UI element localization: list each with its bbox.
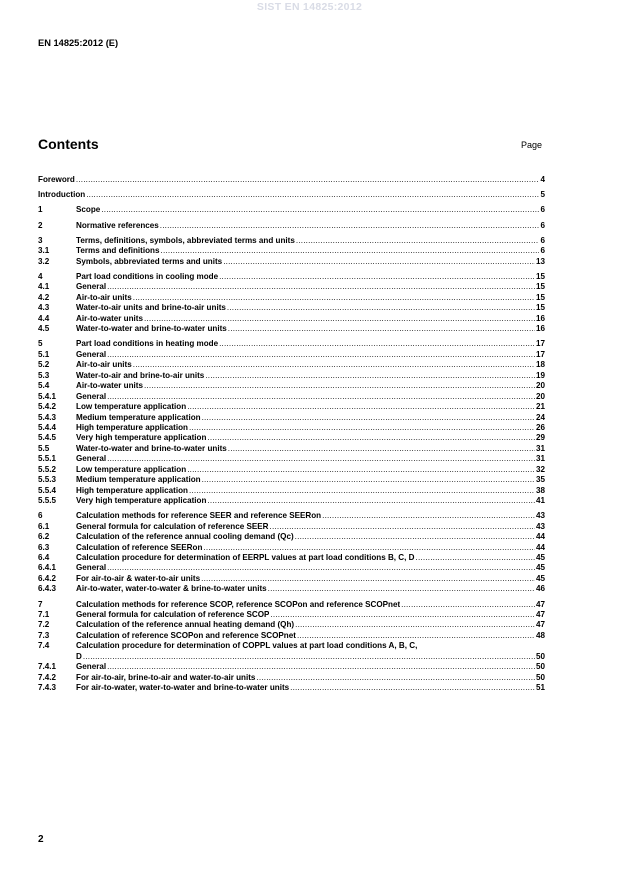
leader-dots (256, 673, 535, 683)
toc-entry[interactable] (38, 574, 545, 584)
toc-title: High temperature application (76, 485, 188, 495)
toc-entry[interactable] (38, 221, 545, 231)
toc-number: 4.4 (38, 313, 50, 323)
toc-title: Air-to-air units (76, 292, 132, 302)
toc-title: General (76, 563, 107, 573)
toc-number: 5.1 (38, 349, 50, 359)
toc-title: Calculation of reference SCOPon and reference SCOPnet (76, 630, 296, 640)
toc-page: 21 (535, 402, 545, 412)
toc-title: Calculation methods for reference SEER and reference SEERon (76, 511, 322, 521)
toc-entry[interactable] (38, 205, 545, 215)
toc-page: 17 (535, 349, 545, 359)
toc-title: D (76, 651, 82, 661)
toc-entry[interactable] (38, 563, 545, 573)
leader-dots (144, 381, 535, 391)
toc-entry[interactable] (38, 673, 545, 683)
leader-dots (228, 324, 535, 334)
toc-page: 51 (535, 683, 545, 693)
toc-page: 43 (535, 521, 545, 531)
toc-page: 45 (535, 573, 545, 583)
toc-number: 5 (38, 339, 43, 349)
toc-entry[interactable] (38, 600, 545, 610)
toc-entry[interactable] (38, 360, 545, 370)
toc-title: General (76, 282, 107, 292)
toc-number: 6.1 (38, 521, 50, 531)
toc-title: Water-to-water and brine-to-water units (76, 324, 227, 334)
toc-entry[interactable] (38, 190, 545, 200)
toc-number: 4.1 (38, 282, 50, 292)
toc-title: Symbols, abbreviated terms and units (76, 256, 223, 266)
toc-page: 13 (535, 256, 545, 266)
leader-dots (107, 563, 535, 573)
leader-dots (203, 543, 535, 553)
toc-title: Air-to-air units (76, 360, 132, 370)
leader-dots (107, 662, 535, 672)
toc-entry[interactable] (38, 339, 545, 349)
toc-number: 4 (38, 272, 43, 282)
toc-entry[interactable] (38, 350, 545, 360)
toc-page: 6 (540, 205, 545, 215)
leader-dots (107, 392, 535, 402)
toc-number: 4.5 (38, 324, 50, 334)
toc-entry[interactable] (38, 433, 545, 443)
toc-entry[interactable] (38, 272, 545, 282)
toc-entry[interactable] (38, 371, 545, 381)
leader-dots (144, 314, 535, 324)
page-number: 2 (38, 834, 44, 845)
toc-page: 50 (535, 662, 545, 672)
toc-number: 7 (38, 599, 43, 609)
toc-page: 26 (535, 422, 545, 432)
toc-entry[interactable] (38, 486, 545, 496)
leader-dots (268, 584, 535, 594)
toc-number: 4.2 (38, 292, 50, 302)
toc-title: Calculation procedure for determination of EERPL values at part load conditions B, C, D (76, 553, 415, 563)
toc-number: 6.3 (38, 542, 50, 552)
toc-title: General (76, 454, 107, 464)
toc-page: 19 (535, 370, 545, 380)
toc-title: Normative references (76, 220, 159, 230)
toc-entry[interactable] (38, 631, 545, 641)
leader-dots (202, 475, 535, 485)
toc-number: 5.4.2 (38, 402, 57, 412)
leader-dots (133, 360, 535, 370)
toc-title: Air-to-water, water-to-water & brine-to-water units (76, 584, 267, 594)
toc-entry[interactable] (38, 454, 545, 464)
toc-title: High temperature application (76, 422, 188, 432)
toc-page: 16 (535, 313, 545, 323)
toc-number: 4.3 (38, 303, 50, 313)
leader-dots (101, 205, 539, 215)
toc-page: 18 (535, 360, 545, 370)
toc-entry[interactable] (38, 584, 545, 594)
toc-title: General (76, 391, 107, 401)
leader-dots (160, 221, 540, 231)
toc-number: 7.3 (38, 630, 50, 640)
toc-number: 5.4.1 (38, 391, 57, 401)
leader-dots (227, 303, 535, 313)
table-of-contents (38, 175, 545, 694)
toc-number: 5.2 (38, 360, 50, 370)
toc-title: Terms, definitions, symbols, abbreviated terms and units (76, 235, 295, 245)
toc-entry[interactable] (38, 413, 545, 423)
toc-number: 5.5.1 (38, 454, 57, 464)
leader-dots (107, 454, 535, 464)
toc-page: 24 (535, 412, 545, 422)
leader-dots (270, 610, 535, 620)
toc-title: Calculation of the reference annual heating demand (Qh) (76, 620, 295, 630)
toc-entry[interactable] (38, 511, 545, 521)
toc-entry[interactable] (38, 543, 545, 553)
toc-title: For air-to-water, water-to-water and brine-to-water units (76, 683, 290, 693)
toc-title: Part load conditions in heating mode (76, 339, 219, 349)
toc-number: 3.2 (38, 256, 50, 266)
toc-page: 15 (535, 272, 545, 282)
toc-entry[interactable] (38, 257, 545, 267)
leader-dots (295, 620, 535, 630)
toc-entry[interactable] (38, 282, 545, 292)
toc-number: 3.1 (38, 246, 50, 256)
toc-title: Calculation of reference SEERon (76, 542, 203, 552)
toc-number: 1 (38, 205, 43, 215)
toc-entry[interactable] (38, 293, 545, 303)
leader-dots (189, 423, 535, 433)
toc-title: Calculation methods for reference SCOP, reference SCOPon and reference SCOPnet (76, 599, 401, 609)
toc-page: 6 (540, 220, 545, 230)
leader-dots (297, 631, 535, 641)
toc-page: 47 (535, 599, 545, 609)
toc-title: Low temperature application (76, 402, 187, 412)
leader-dots (86, 190, 539, 200)
toc-entry[interactable] (38, 475, 545, 485)
toc-entry[interactable] (38, 402, 545, 412)
toc-entry[interactable] (38, 532, 545, 542)
toc-title: General (76, 662, 107, 672)
toc-title: Medium temperature application (76, 412, 201, 422)
toc-entry[interactable] (38, 553, 545, 563)
toc-page: 31 (535, 454, 545, 464)
leader-dots (189, 486, 535, 496)
toc-page: 47 (535, 610, 545, 619)
toc-title: For air-to-air & water-to-air units (76, 573, 201, 583)
contents-title: Contents (38, 136, 99, 152)
toc-entry[interactable] (38, 236, 545, 246)
toc-entry[interactable] (38, 522, 545, 532)
leader-dots (207, 433, 535, 443)
toc-number: 5.4.5 (38, 433, 57, 443)
leader-dots (205, 371, 535, 381)
toc-entry[interactable] (38, 381, 545, 391)
leader-dots (219, 272, 535, 282)
leader-dots (83, 652, 535, 662)
toc-page: 44 (535, 532, 545, 542)
toc-page: 16 (535, 324, 545, 334)
toc-page: 6 (540, 246, 545, 256)
toc-number: 6.4.2 (38, 573, 57, 583)
watermark: SIST EN 14825:2012 (256, 1, 363, 13)
toc-entry[interactable] (38, 392, 545, 402)
toc-page: 47 (535, 620, 545, 630)
toc-entry[interactable] (38, 246, 545, 256)
toc-page: 45 (535, 563, 545, 573)
toc-entry[interactable] (38, 175, 545, 185)
leader-dots (322, 511, 535, 521)
toc-title: General (76, 349, 107, 359)
toc-entry[interactable] (38, 652, 545, 662)
toc-entry[interactable] (38, 496, 545, 506)
toc-number: 6.4.1 (38, 563, 57, 573)
toc-page: 43 (535, 511, 545, 521)
toc-number: 5.5.4 (38, 485, 57, 495)
toc-page: 45 (535, 553, 545, 563)
toc-number: 7.4.3 (38, 683, 57, 693)
toc-number: 7.2 (38, 620, 50, 630)
toc-page: 17 (535, 339, 545, 349)
toc-page: 46 (535, 584, 545, 594)
toc-page: 4 (540, 175, 545, 184)
leader-dots (76, 175, 540, 185)
leader-dots (401, 600, 535, 610)
toc-title: Low temperature application (76, 464, 187, 474)
leader-dots (107, 350, 535, 360)
toc-number: 6.4 (38, 553, 50, 563)
leader-dots (270, 522, 535, 532)
toc-number: 5.5 (38, 443, 50, 453)
toc-page: 35 (535, 475, 545, 485)
document-id: EN 14825:2012 (E) (38, 38, 119, 48)
toc-title: Water-to-water and brine-to-water units (76, 443, 227, 453)
toc-title: General formula for calculation of reference SCOP (76, 610, 270, 619)
toc-entry[interactable] (38, 465, 545, 475)
toc-title: Very high temperature application (76, 433, 207, 443)
toc-title: Air-to-water units (76, 313, 143, 323)
toc-number: 7.4.1 (38, 662, 57, 672)
leader-dots (187, 402, 535, 412)
toc-number: 2 (38, 220, 43, 230)
toc-page: 6 (540, 235, 545, 245)
leader-dots (295, 532, 535, 542)
toc-title: General formula for calculation of reference SEER (76, 521, 269, 531)
toc-page: 41 (535, 496, 545, 506)
toc-entry[interactable] (38, 683, 545, 693)
toc-title: Very high temperature application (76, 496, 207, 506)
toc-title: For air-to-air, brine-to-air and water-to-air units (76, 672, 256, 682)
toc-number: 5.5.3 (38, 475, 57, 485)
leader-dots (223, 257, 535, 267)
toc-title: Scope (76, 205, 101, 215)
toc-entry[interactable] (38, 324, 545, 334)
toc-page: 29 (535, 433, 545, 443)
toc-page: 44 (535, 542, 545, 552)
toc-title: Calculation procedure for determination of COPPL values at part load conditions A, B, C, (76, 641, 418, 651)
toc-number: 5.5.5 (38, 496, 57, 506)
page-column-label: Page (521, 140, 543, 150)
toc-title: Introduction (38, 190, 86, 200)
toc-number: 7.4 (38, 641, 50, 651)
toc-title: Medium temperature application (76, 475, 201, 485)
leader-dots (290, 683, 535, 693)
toc-entry[interactable] (38, 314, 545, 324)
leader-dots (228, 444, 535, 454)
toc-page: 32 (535, 464, 545, 474)
leader-dots (207, 496, 535, 506)
toc-number: 5.4.3 (38, 412, 57, 422)
toc-number: 7.4.2 (38, 672, 57, 682)
toc-number: 5.3 (38, 370, 50, 380)
toc-number: 6.4.3 (38, 584, 57, 594)
toc-entry[interactable] (38, 610, 545, 620)
toc-entry[interactable] (38, 303, 545, 313)
toc-page: 31 (535, 443, 545, 453)
toc-page: 15 (535, 292, 545, 302)
leader-dots (161, 246, 540, 256)
toc-title: Air-to-water units (76, 381, 143, 391)
toc-title: Calculation of the reference annual cooling demand (Qc) (76, 532, 294, 542)
toc-page: 48 (535, 630, 545, 640)
toc-entry[interactable] (38, 641, 545, 651)
leader-dots (107, 282, 535, 292)
toc-number: 3 (38, 235, 43, 245)
toc-page: 50 (535, 651, 545, 661)
leader-dots (187, 465, 535, 475)
toc-title: Part load conditions in cooling mode (76, 272, 219, 282)
leader-dots (219, 339, 535, 349)
toc-page: 20 (535, 391, 545, 401)
leader-dots (201, 574, 535, 584)
toc-entry[interactable] (38, 620, 545, 630)
toc-page: 15 (535, 282, 545, 292)
toc-page: 50 (535, 672, 545, 682)
toc-number: 5.4 (38, 381, 50, 391)
leader-dots (133, 293, 535, 303)
leader-dots (296, 236, 540, 246)
toc-page: 38 (535, 485, 545, 495)
toc-entry[interactable] (38, 444, 545, 454)
toc-number: 6.2 (38, 532, 50, 542)
toc-entry[interactable] (38, 662, 545, 672)
toc-number: 5.4.4 (38, 422, 57, 432)
toc-number: 6 (38, 511, 43, 521)
toc-title: Water-to-air units and brine-to-air units (76, 303, 226, 313)
toc-title: Water-to-air and brine-to-air units (76, 370, 205, 380)
toc-number: 7.1 (38, 610, 50, 619)
leader-dots (416, 553, 535, 563)
toc-number: 5.5.2 (38, 464, 57, 474)
toc-page: 20 (535, 381, 545, 391)
leader-dots (202, 413, 535, 423)
toc-page: 5 (540, 190, 545, 200)
toc-title: Terms and definitions (76, 246, 160, 256)
toc-title: Foreword (38, 175, 75, 184)
toc-entry[interactable] (38, 423, 545, 433)
toc-page: 15 (535, 303, 545, 313)
